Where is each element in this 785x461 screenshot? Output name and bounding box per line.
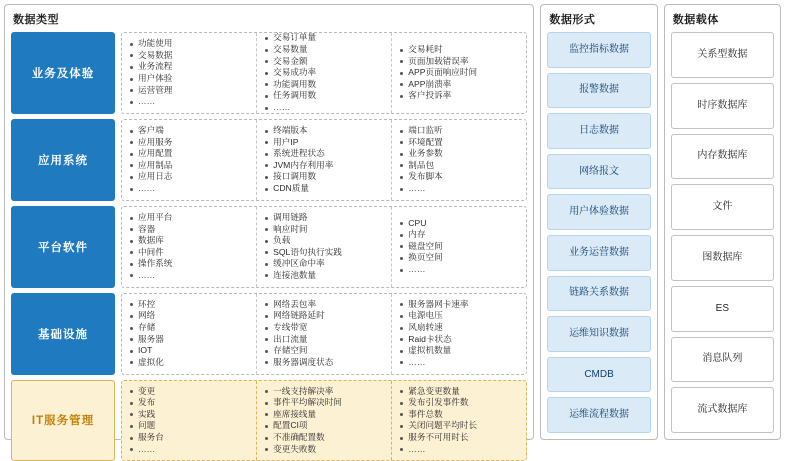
row-column: [122, 207, 256, 287]
data-form-item[interactable]: 网络报文: [547, 154, 650, 190]
list-item: 变更失败数: [265, 444, 389, 456]
data-type-row: [11, 293, 527, 375]
data-carriers-list: [671, 32, 774, 433]
data-carrier-item[interactable]: 时序数据库: [671, 83, 774, 129]
row-column: [256, 294, 391, 374]
list-item: 网络: [130, 310, 254, 322]
data-forms-list: [547, 32, 650, 433]
list-item: 中间件: [130, 247, 254, 259]
list-item: 页面加载错误率: [400, 56, 524, 68]
panel-data-forms: [540, 4, 657, 440]
row-column: [122, 294, 256, 374]
list-item: 不准确配置数: [265, 432, 389, 444]
data-form-item[interactable]: 报警数据: [547, 73, 650, 109]
row-content: [121, 206, 527, 288]
list-item: 客户端: [130, 125, 254, 137]
row-label-business[interactable]: 业务及体验: [11, 32, 115, 114]
data-carrier-item[interactable]: 流式数据库: [671, 387, 774, 433]
list-item: 配置CI项: [265, 420, 389, 432]
list-item: 网络丢包率: [265, 299, 389, 311]
data-type-row: [11, 380, 527, 461]
list-item: 业务流程: [130, 61, 254, 73]
list-item: 制品包: [400, 160, 524, 172]
list-item: 内存: [400, 229, 524, 241]
list-item: 应用日志: [130, 171, 254, 183]
list-item: 服务器: [130, 334, 254, 346]
row-label-application[interactable]: 应用系统: [11, 119, 115, 201]
list-item: 客户投诉率: [400, 90, 524, 102]
data-form-item[interactable]: 日志数据: [547, 113, 650, 149]
list-item: Raid卡状态: [400, 334, 524, 346]
list-item: JVM内存利用率: [265, 160, 389, 172]
data-form-item[interactable]: 监控指标数据: [547, 32, 650, 68]
list-item: 响应时间: [265, 224, 389, 236]
list-item: SQL语句执行实践: [265, 247, 389, 259]
list-item: ……: [400, 444, 524, 456]
list-item: 操作系统: [130, 258, 254, 270]
row-column: [391, 120, 526, 200]
list-item: 交易金额: [265, 56, 389, 68]
data-type-row: [11, 206, 527, 288]
list-item: ……: [400, 357, 524, 369]
list-item: ……: [400, 183, 524, 195]
row-content: [121, 380, 527, 461]
list-item: 交易数据: [130, 50, 254, 62]
list-item: 应用服务: [130, 137, 254, 149]
list-item: 交易订单量: [265, 32, 389, 44]
list-item: 专线带宽: [265, 322, 389, 334]
data-type-row: [11, 119, 527, 201]
list-item: APP页面响应时间: [400, 67, 524, 79]
list-item: 任务调用数: [265, 90, 389, 102]
data-carrier-item[interactable]: 文件: [671, 184, 774, 230]
list-item: 出口流量: [265, 334, 389, 346]
row-column: [256, 381, 391, 461]
data-form-item[interactable]: CMDB: [547, 357, 650, 393]
list-item: ……: [130, 444, 254, 456]
list-item: 应用制品: [130, 160, 254, 172]
list-item: CPU: [400, 218, 524, 230]
list-item: 换页空间: [400, 252, 524, 264]
list-item: 存储空间: [265, 345, 389, 357]
list-item: 端口监听: [400, 125, 524, 137]
row-column: [256, 207, 391, 287]
data-carrier-item[interactable]: ES: [671, 286, 774, 332]
list-item: 系统进程状态: [265, 148, 389, 160]
panel-title-data-carriers: 数据载体: [673, 11, 774, 27]
list-item: 服务器调度状态: [265, 357, 389, 369]
list-item: 事件总数: [400, 409, 524, 421]
list-item: 风扇转速: [400, 322, 524, 334]
list-item: 用户IP: [265, 137, 389, 149]
panel-data-carriers: [664, 4, 781, 440]
row-content: [121, 32, 527, 114]
list-item: CDN质量: [265, 183, 389, 195]
list-item: 问题: [130, 420, 254, 432]
row-column: [122, 120, 256, 200]
list-item: 交易成功率: [265, 67, 389, 79]
list-item: 接口调用数: [265, 171, 389, 183]
row-column: [122, 381, 256, 461]
list-item: 功能调用数: [265, 79, 389, 91]
list-item: ……: [130, 96, 254, 108]
list-item: 调用链路: [265, 212, 389, 224]
data-form-item[interactable]: 链路关系数据: [547, 276, 650, 312]
list-item: APP崩溃率: [400, 79, 524, 91]
list-item: 服务器网卡速率: [400, 299, 524, 311]
list-item: ……: [400, 264, 524, 276]
list-item: 环控: [130, 299, 254, 311]
list-item: 容器: [130, 224, 254, 236]
list-item: 功能使用: [130, 38, 254, 50]
data-carrier-item[interactable]: 消息队列: [671, 337, 774, 383]
row-column: [256, 120, 391, 200]
list-item: 缓冲区命中率: [265, 258, 389, 270]
list-item: 交易耗时: [400, 44, 524, 56]
list-item: ……: [265, 102, 389, 114]
row-column: [391, 381, 526, 461]
list-item: 数据库: [130, 235, 254, 247]
list-item: 服务台: [130, 432, 254, 444]
row-content: [121, 119, 527, 201]
list-item: 网络链路延时: [265, 310, 389, 322]
row-label-it-service-management[interactable]: IT服务管理: [11, 380, 115, 461]
list-item: 负载: [265, 235, 389, 247]
data-form-item[interactable]: 运维知识数据: [547, 316, 650, 352]
list-item: 应用平台: [130, 212, 254, 224]
data-form-item[interactable]: 运维流程数据: [547, 397, 650, 433]
row-label-platform[interactable]: 平台软件: [11, 206, 115, 288]
list-item: 用户体验: [130, 73, 254, 85]
list-item: ……: [130, 270, 254, 282]
list-item: 一线支持解决率: [265, 386, 389, 398]
data-carrier-item[interactable]: 图数据库: [671, 235, 774, 281]
list-item: 事件平均解决时间: [265, 397, 389, 409]
row-content: [121, 293, 527, 375]
list-item: 电源电压: [400, 310, 524, 322]
list-item: 紧急变更数量: [400, 386, 524, 398]
list-item: 磁盘空间: [400, 241, 524, 253]
data-type-row: [11, 32, 527, 114]
list-item: 运营管理: [130, 85, 254, 97]
panel-title-data-forms: 数据形式: [549, 11, 650, 27]
list-item: 座席接线量: [265, 409, 389, 421]
panel-data-types: [4, 4, 534, 440]
data-type-rows: [11, 32, 527, 461]
list-item: 虚拟化: [130, 357, 254, 369]
list-item: 存储: [130, 322, 254, 334]
list-item: IOT: [130, 345, 254, 357]
data-form-item[interactable]: 用户体验数据: [547, 194, 650, 230]
list-item: 实践: [130, 409, 254, 421]
list-item: 虚拟机数量: [400, 345, 524, 357]
list-item: 交易数量: [265, 44, 389, 56]
list-item: 应用配置: [130, 148, 254, 160]
list-item: 服务不可用时长: [400, 432, 524, 444]
list-item: 终端版本: [265, 125, 389, 137]
list-item: 关闭问题平均时长: [400, 420, 524, 432]
row-column: [391, 294, 526, 374]
row-column: [391, 207, 526, 287]
data-carrier-item[interactable]: 内存数据库: [671, 134, 774, 180]
data-carrier-item[interactable]: 关系型数据: [671, 32, 774, 78]
row-column: [122, 33, 256, 113]
list-item: 变更: [130, 386, 254, 398]
data-form-item[interactable]: 业务运营数据: [547, 235, 650, 271]
list-item: 发布引发事件数: [400, 397, 524, 409]
list-item: 发布: [130, 397, 254, 409]
list-item: 环境配置: [400, 137, 524, 149]
row-column: [256, 33, 391, 113]
row-column: [391, 33, 526, 113]
list-item: 发布脚本: [400, 171, 524, 183]
list-item: ……: [130, 183, 254, 195]
row-label-infrastructure[interactable]: 基础设施: [11, 293, 115, 375]
panel-title-data-types: 数据类型: [13, 11, 527, 27]
list-item: 业务参数: [400, 148, 524, 160]
list-item: 连接池数量: [265, 270, 389, 282]
